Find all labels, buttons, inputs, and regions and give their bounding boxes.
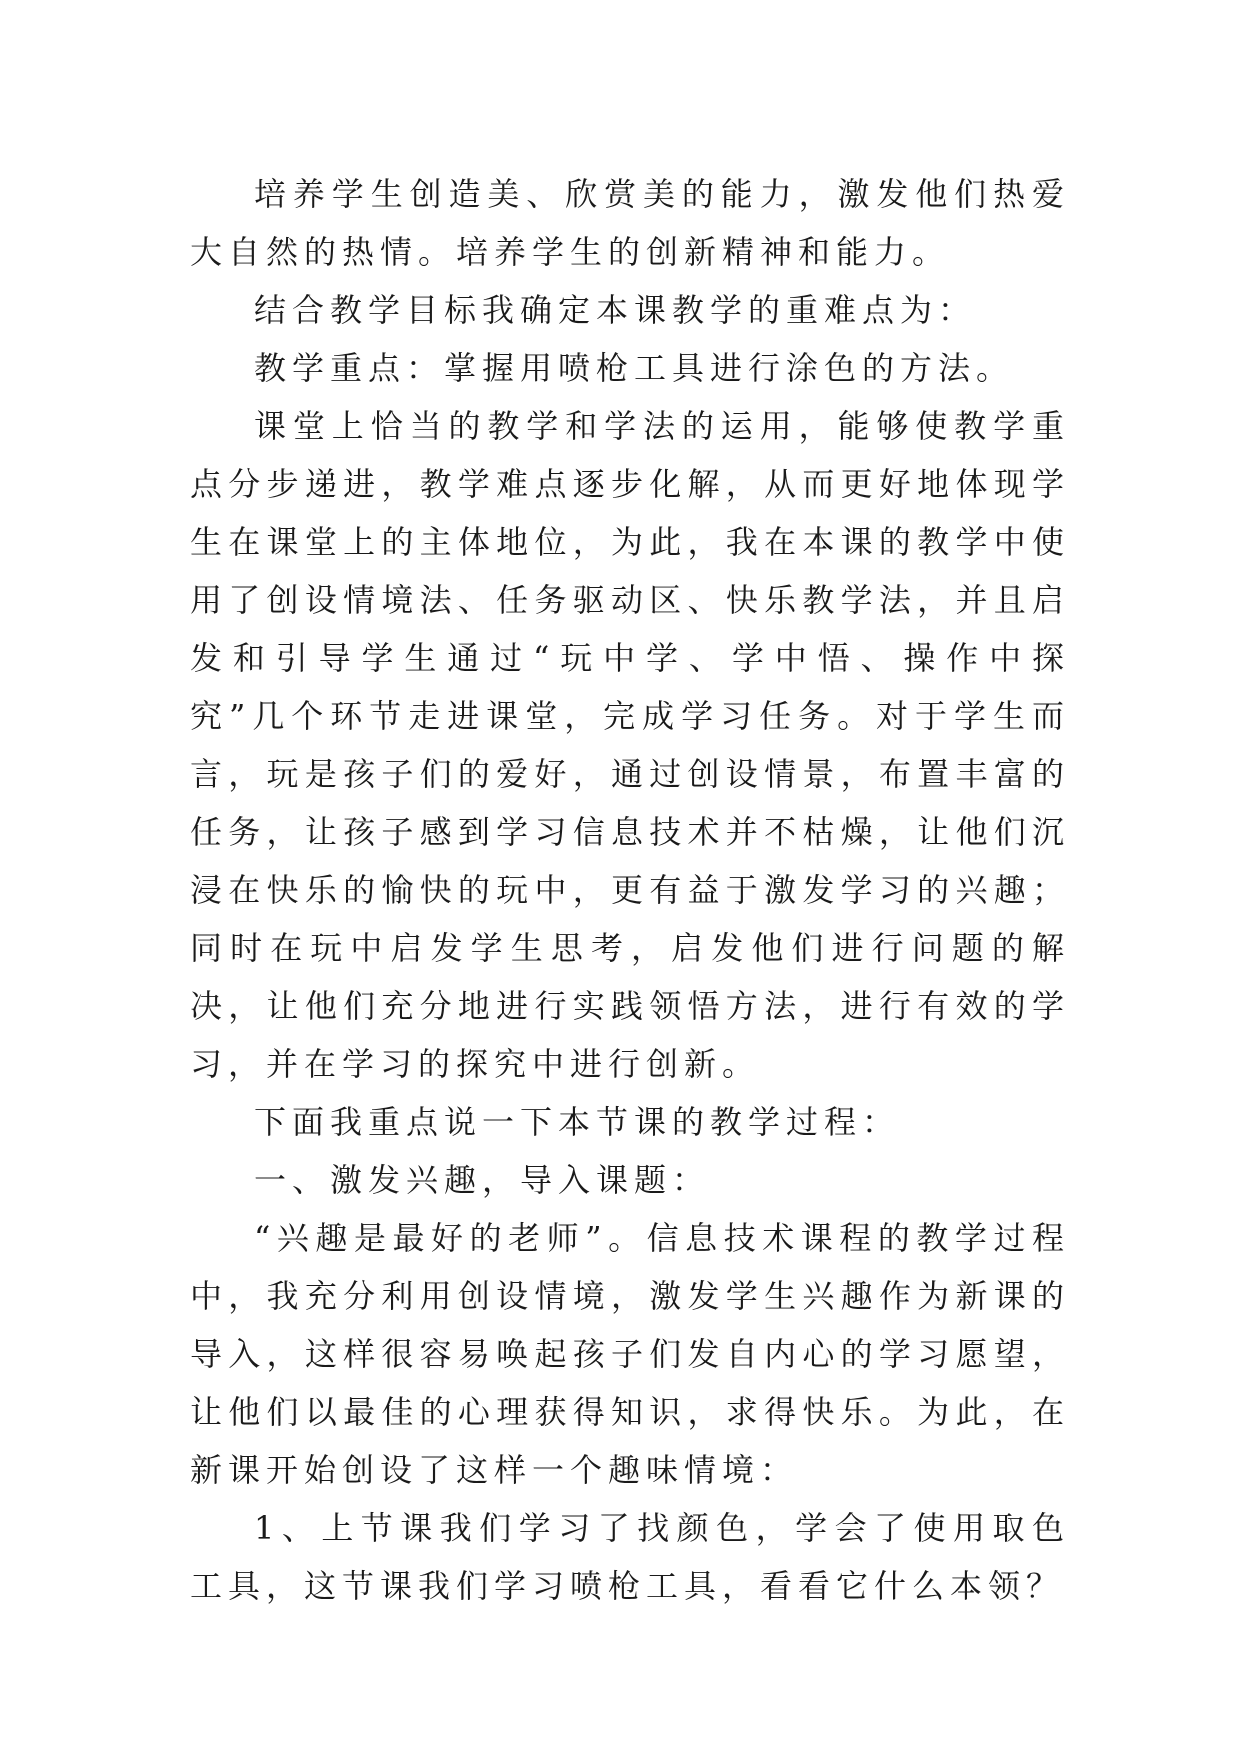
paragraph-step-1: 1、上节课我们学习了找颜色，学会了使用取色工具，这节课我们学习喷枪工具，看看它什么本领？ xyxy=(190,1509,1070,1605)
paragraph-key-points-intro: 结合教学目标我确定本课教学的重难点为： xyxy=(254,291,977,329)
document-body xyxy=(190,165,1070,1615)
paragraph-teaching-focus: 教学重点：掌握用喷枪工具进行涂色的方法。 xyxy=(254,349,1015,387)
section-heading-1: 一、激发兴趣，导入课题： xyxy=(254,1161,711,1199)
paragraph-teaching-methods: 课堂上恰当的教学和学法的运用，能够使教学重点分步递进，教学难点逐步化解，从而更好地体现学生在课堂上的主体地位，为此，我在本课的教学中使用了创设情境法、任务驱动区、快乐教学法，并且启发和引导学生通过“玩中学、学中悟、操作中探究”几个环节走进课堂，完成学习任务。对于学生而言，玩是孩子们的爱好，通过创设情景，布置丰富的任务，让孩子感到学习信息技术并不枯燥，让他们沉浸在快乐的愉快的玩中，更有益于激发学习的兴趣；同时在玩中启发学生思考，启发他们进行问题的解决，让他们充分地进行实践领悟方法，进行有效的学习，并在学习的探究中进行创新。 xyxy=(190,407,1070,1083)
paragraph-goal-aesthetics: 培养学生创造美、欣赏美的能力，激发他们热爱大自然的热情。培养学生的创新精神和能力。 xyxy=(190,175,1070,271)
paragraph-process-intro: 下面我重点说一下本节课的教学过程： xyxy=(254,1103,901,1141)
paragraph-interest-quote: “兴趣是最好的老师”。信息技术课程的教学过程中，我充分利用创设情境，激发学生兴趣作为新课的导入，这样很容易唤起孩子们发自内心的学习愿望，让他们以最佳的心理获得知识，求得快乐。为此，在新课开始创设了这样一个趣味情境： xyxy=(190,1219,1070,1489)
